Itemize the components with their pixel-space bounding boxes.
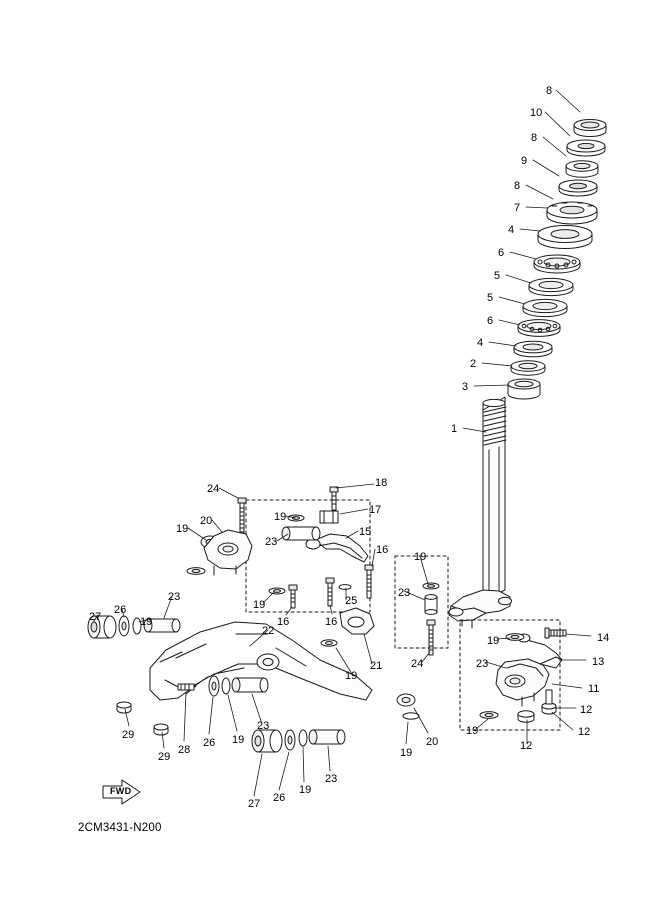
part-23-sleeve-mid [232, 678, 268, 692]
part-20-bushing-right-lower [397, 694, 415, 706]
callout-number: 19 [253, 599, 266, 611]
steering-lower-bracket [449, 590, 512, 628]
part-8-nut [566, 161, 598, 177]
callout-number: 4 [477, 337, 484, 349]
callout-number: 9 [521, 155, 528, 167]
part-1-steering-shaft [483, 397, 506, 600]
part-19-washer-21 [321, 640, 337, 646]
callout-number: 19 [140, 616, 153, 628]
callout-number: 23 [398, 587, 411, 599]
figure-part-code: 2CM3431-N200 [78, 822, 162, 834]
part-8-top-cap [574, 120, 606, 137]
callout-number: 29 [158, 751, 171, 763]
callout-number: 23 [265, 536, 278, 548]
callout-number: 29 [122, 729, 135, 741]
part-19-washer-arm-mid [222, 678, 230, 694]
part-9-lock-washer [559, 180, 597, 196]
callout-number: 21 [370, 660, 383, 672]
callout-number: 12 [578, 726, 591, 738]
callout-number: 16 [376, 544, 389, 556]
part-3-collar [508, 379, 540, 399]
callout-number: 20 [426, 736, 439, 748]
part-13-tie-rod-end [518, 634, 562, 660]
part-19-washer-bolt24-right [423, 583, 439, 589]
part-19-washer-right-arm [403, 713, 419, 719]
callout-number: 13 [592, 656, 605, 668]
callout-number: 16 [277, 616, 290, 628]
part-12-nut-b [542, 703, 556, 714]
callout-number: 6 [487, 315, 494, 327]
callout-number: 24 [207, 483, 220, 495]
callout-number: 11 [588, 683, 600, 695]
part-23-bushing-right [425, 595, 437, 615]
callout-number: 19 [274, 511, 287, 523]
part-25-washer [339, 585, 351, 590]
callout-number: 28 [178, 744, 191, 756]
callout-number: 22 [262, 625, 275, 637]
callout-number: 6 [498, 247, 505, 259]
callout-number: 23 [257, 720, 270, 732]
callout-number: 23 [325, 773, 338, 785]
part-12-nut-a [518, 711, 534, 722]
part-4-race-upper [538, 226, 592, 249]
callout-number: 8 [531, 132, 538, 144]
callout-number: 19 [176, 523, 189, 535]
callout-number: 2 [470, 358, 477, 370]
callout-number: 26 [203, 737, 216, 749]
part-16-bolt-a [289, 585, 297, 608]
part-26-washer-mid [209, 676, 219, 696]
part-19-washer-right-lower [480, 712, 498, 719]
part-7-ring-nut [547, 202, 597, 224]
callout-number: 24 [411, 658, 424, 670]
callout-number: 8 [514, 180, 521, 192]
callout-number: 12 [520, 740, 533, 752]
callout-number: 14 [597, 632, 610, 644]
callout-number: 23 [476, 658, 489, 670]
part-17-clamp [320, 511, 338, 523]
callout-number: 19 [400, 747, 413, 759]
part-6-bearing-upper [534, 255, 580, 273]
callout-number: 12 [580, 704, 593, 716]
callout-number: 19 [414, 551, 427, 563]
callout-number: 5 [487, 292, 494, 304]
part-29-nut-a [117, 702, 131, 713]
callout-number: 26 [114, 604, 127, 616]
part-12-bolt-c [546, 690, 552, 704]
part-6-bearing-lower [518, 320, 560, 337]
part-16-bolt-b [326, 578, 334, 606]
part-5-race-a [529, 278, 573, 295]
part-10-washer [567, 140, 605, 156]
part-19-washer-left-a [187, 568, 205, 575]
callout-number: 25 [345, 595, 358, 607]
callout-number: 19 [466, 725, 479, 737]
callout-number: 27 [248, 798, 261, 810]
callout-number: 4 [508, 224, 515, 236]
callout-number: 5 [494, 270, 501, 282]
callout-number: 19 [345, 670, 358, 682]
part-23-sleeve-bottom [309, 730, 345, 744]
callout-number: 17 [369, 504, 382, 516]
part-19-washer-left-b [269, 588, 285, 594]
part-26-washer-bottom [285, 730, 295, 750]
callout-number: 19 [232, 734, 245, 746]
callout-number: 23 [168, 591, 181, 603]
callout-number: 18 [375, 477, 388, 489]
part-18-bolt [330, 487, 338, 510]
callout-number: 20 [200, 515, 213, 527]
part-27-bushing-bottom [252, 730, 282, 752]
fwd-direction-label: FWD [110, 786, 132, 796]
callout-number: 3 [462, 381, 469, 393]
callout-number: 27 [89, 611, 102, 623]
part-2-dust-seal [511, 361, 545, 375]
part-19-washer-right-upper [506, 634, 524, 641]
callout-number: 19 [299, 784, 312, 796]
part-4-race-lower [514, 341, 552, 357]
part-19-washer-clamp [288, 515, 304, 521]
part-14-bolt [545, 628, 566, 638]
callout-number: 10 [530, 107, 543, 119]
part-26-washer-left [119, 616, 129, 636]
callout-number: 16 [325, 616, 338, 628]
part-5-race-b [523, 299, 567, 316]
part-16-bolt-c [365, 565, 373, 598]
callout-number: 15 [359, 526, 372, 538]
part-23-bushing-upper [282, 527, 320, 540]
callout-number: 26 [273, 792, 286, 804]
callout-number: 1 [451, 423, 458, 435]
callout-number: 7 [514, 202, 521, 214]
part-28-bolt [178, 684, 194, 690]
callout-number: 19 [487, 635, 500, 647]
part-29-nut-b [154, 724, 168, 735]
part-19-washer-bottom [299, 730, 307, 746]
part-24-bolt-right [427, 620, 435, 655]
callout-number: 8 [546, 85, 553, 97]
